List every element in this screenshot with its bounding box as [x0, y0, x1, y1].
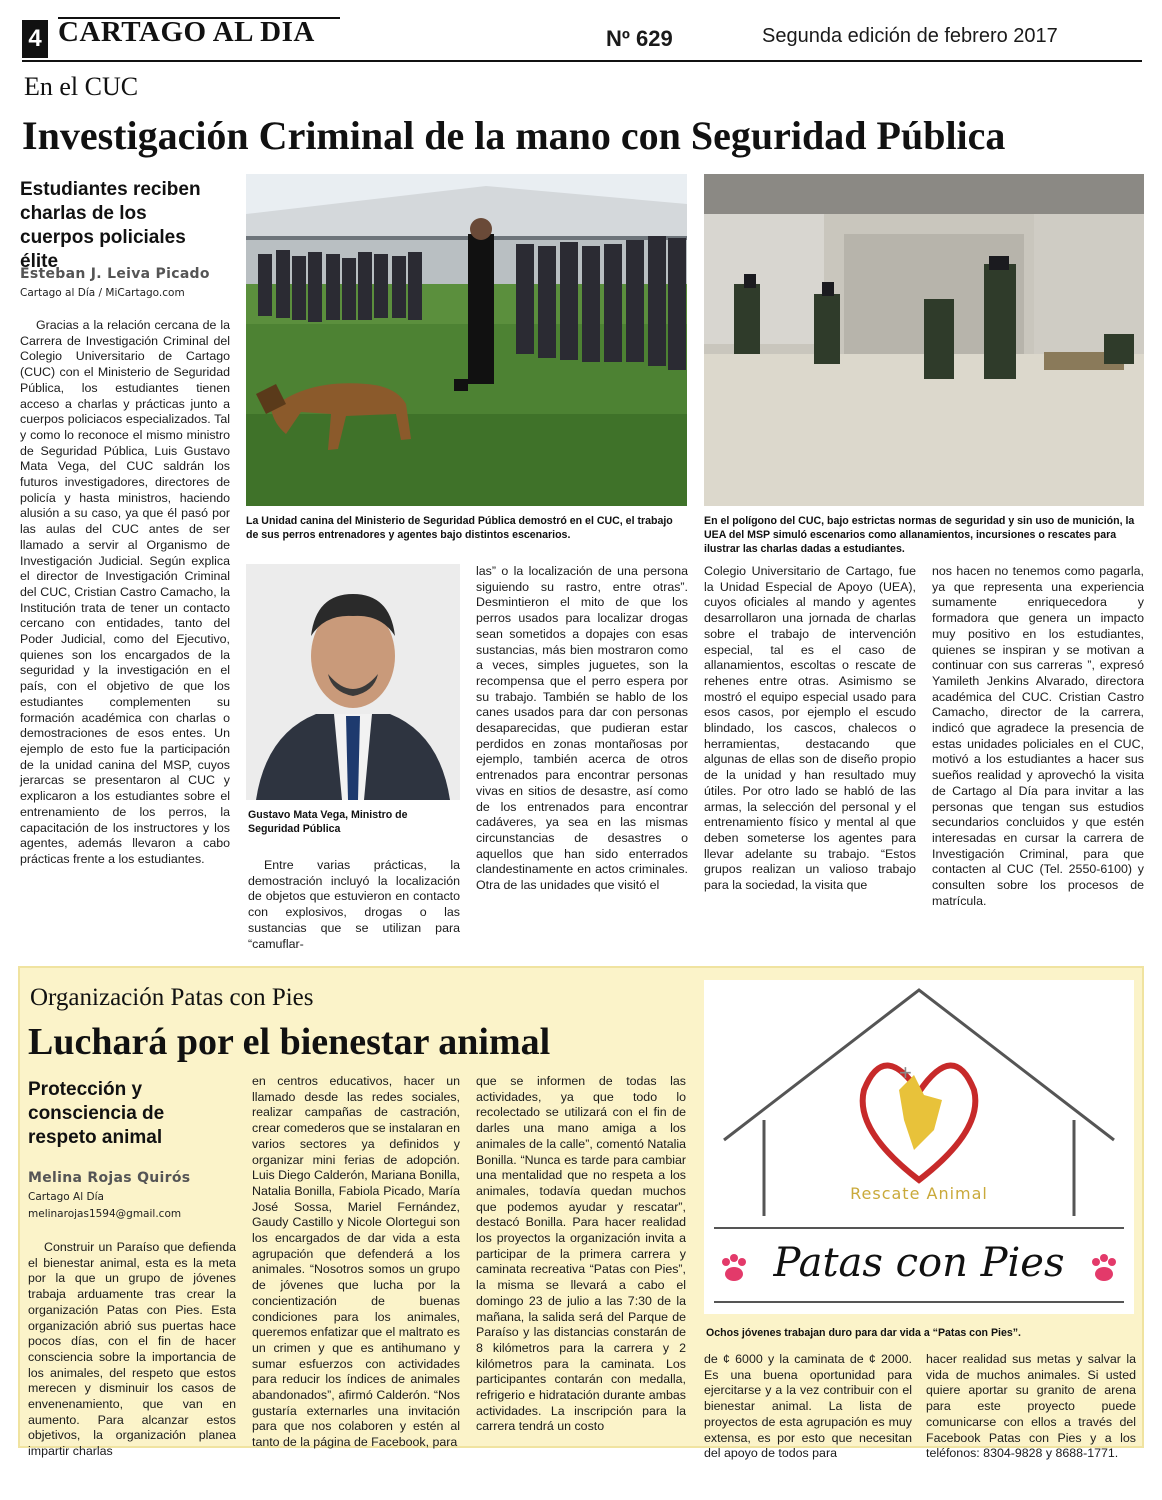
photo-uea-caption: En el polígono del CUC, bajo estrictas normas de seguridad y sin uso de munición, la UEA del MSP simuló escenarios como allanamientos, incursiones o rescates para ilustrar las charlas dadas a estudiantes.: [704, 515, 1135, 555]
photo-uea-unit: [704, 174, 1144, 506]
article2-column-3: que se informen de todas las actividades, ya que todo lo recolectado se utilizará con el fin de darles una mano amiga a los animales de la calle”, comentó Natalia Bonilla. “Nunca es tarde para cambiar una mentalidad que no respeta a los animales, todavía quedan muchos que podemos ayudar y rescatar”, destacó Bonilla. Para hacer realidad los proyectos la organización invita a participar de la primera carrera y caminata recreativa “Patas con Pies”, la misma se llevará a cabo el domingo 23 de julio a las 7:30 de la mañana, la salida será del Parque de Paraíso y las distancias constarán de 8 kilómetros para la carrera y 2 kilómetros para la caminata. Los participantes contarán con medalla, refrigerio e hidratación durante ambas actividades. La inscripción para la carrera tendrá un costo: [476, 1074, 686, 1434]
logo-name-text: Patas con Pies: [773, 1240, 1065, 1286]
logo-caption: Ochos jóvenes trabajan duro para dar vida a “Patas con Pies”.: [706, 1327, 1021, 1339]
article2-subhead: Protección y consciencia de respeto animal: [28, 1079, 165, 1148]
article1-column-5: nos hacen no tenemos como pagarla, ya que representa una experiencia sumamente enriquecedora y formadora que genera un impacto muy positivo en los estudiantes, quienes se inspiran y se motivan a continuar con sus carreras ”, expresó Yamileth Jenkins Alvarado, directora académica del CUC. Cristian Castro Camacho, director de la carrera, indicó que agradece la presencia de estas unidades policiales en el CUC, motivó a los estudiantes a hacer sus sueños realidad y aprovechó la visita de Cartago al Día para invitar a las personas que tengan sus estudios secundarios concluidos y que estén interesadas en cursar la carrera de Investigación Criminal, para que contacten al CUC (Tel. 2550-6100) y consulten sobre los procesos de matrícula.: [932, 564, 1144, 908]
portrait-caption: Gustavo Mata Vega, Ministro de Seguridad Pública: [248, 809, 408, 835]
article1-column-4: Colegio Universitario de Cartago, fue la Unidad Especial de Apoyo (UEA), cuyos oficiales al mando y agentes desarrollaron una jornada de charlas sobre el trabajo de intervención especial, tal es el caso de allanamientos, escoltas o rescate de rehenes entre otras. Asimismo se mostró el equipo especial usado para esos casos, por ejemplo el escudo blindado, los cascos, chalecos o herramientas, destacando que algunas de ellas son de diseño propio de la unidad y han resultado muy útiles. Por otro lado se habló de las armas, la selección del personal y el entrenamiento físico y mental al que deben someterse los agentes para llevar adelante su trabajo. “Estos grupos realizan un valioso trabajo para la sociedad, la visita que: [704, 564, 916, 893]
newspaper-logo: CARTAGO AL DIA: [58, 16, 315, 48]
article1-publication: Cartago al Día / MiCartago.com: [20, 287, 185, 299]
article1-column-1: Gracias a la relación cercana de la Carrera de Investigación Criminal del Colegio Universitario de Cartago (CUC) con el Ministerio de Seguridad Pública, los estudiantes tienen acceso a charlas y prácticas junto a cuerpos policiacos especializados. Tal y como lo reconoce el mismo ministro de Seguridad Pública, Luis Gustavo Mata Vega, del CUC saldrán los futuros investigadores, directores de policía y hasta ministros, haciendo alusión a su caso, ya que él pasó por las aulas del CUC antes de ser llamado a servir al Organismo de Investigación Judicial. Según explica el director de Investigación Criminal del CUC, Cristian Castro Camacho, la Institución trata de tener un contacto cercano con entidades, tanto del Poder Judicial, como del Ejecutivo, quienes son los encargados de la seguridad y la investigación en el país, con el objetivo de que los estudiantes complementen su formación académica con charlas o demostraciones de esos entes. Un ejemplo de esto fue la participación de la unidad canina del MSP, cuyos jerarcas se presentaron al CUC y explicaron a los estudiantes sobre el entrenamiento de los perros, la capacitación de los instructores y los agentes, además llevaron a cabo prácticas frente a los estudiantes.: [20, 318, 230, 866]
logo-rescate-text: Rescate Animal: [850, 1184, 988, 1203]
header-divider: [22, 60, 1142, 62]
issue-number: Nº 629: [606, 26, 673, 51]
article1-column-2: Entre varias prácticas, la demostración incluyó la localización de objetos que estuvieron en contacto con explosivos, drogas o las sustancias que se utilizan para “camuflar-: [248, 858, 460, 951]
photo-minister-portrait: [246, 564, 460, 800]
article2-column-5: hacer realidad sus metas y salvar la vida de muchos animales. Si usted quiere aportar su granito de arena para este proyecto puede comunicarse con ellos a través del Facebook Patas con Pies y a los teléfonos: 8304-9828 y 8688-1771.: [926, 1352, 1136, 1461]
article1-headline: Investigación Criminal de la mano con Seguridad Pública: [22, 113, 1006, 158]
article1-kicker: En el CUC: [24, 72, 139, 101]
photo-canine-caption: La Unidad canina del Ministerio de Seguridad Pública demostró en el CUC, el trabajo de sus perros entrenadores y agentes bajo distintos escenarios.: [246, 515, 673, 541]
article1-column-3: las” o la localización de una persona siguiendo su rastro, entre otras”. Desmintieron el mito de que los perros usados para localizar drogas sean sometidos a dopajes con esas sustancias, más bien mostraron como a veces, simples juguetes, son la recompensa que el perro espera por su trabajo. También se hablo de los canes usados para dar con personas desaparecidas, que pudieran estar perdidos en zonas montañosas por ejemplo, también acerca de otros entrenados para encontrar personas vivas en sitios de desastre, así como de los entrenados para encontrar cadáveres, ya sea en las mismas circunstancias de desastres o aquellos que han sido enterrados clandestinamente en actos criminales. Otra de las unidades que visitó el: [476, 564, 688, 893]
edition-date: Segunda edición de febrero 2017: [762, 25, 1058, 47]
article1-byline: Esteban J. Leiva Picado: [20, 266, 210, 282]
article2-column-4: de ¢ 6000 y la caminata de ¢ 2000. Es una buena oportunidad para ejercitarse y a la vez contribuir con el bienestar animal. La lista de proyectos de esta agrupación es muy extensa, es por esto que necesitan del apoyo de todos para: [704, 1352, 912, 1461]
article2-kicker: Organización Patas con Pies: [30, 984, 314, 1011]
page-number: 4: [22, 20, 48, 58]
svg-text:+: +: [899, 1060, 912, 1085]
article2-column-2: en centros educativos, hacer un llamado desde las redes sociales, realizar campañas de castración, crear comederos que se instalaran en varios sectores ya definidos y organizar mini ferias de adopción. Luis Diego Calderón, Mariana Bonilla, Natalia Bonilla, Fabiola Picado, María José Sossa, Mariel Fernández, Gaudy Castillo y Nicole Olortegui son los encargados de dar vida a esta agrupación que defenderá a los animales. “Nosotros somos un grupo de jóvenes que lucha por la concientización de buenas condiciones para los animales, queremos enfatizar que el maltrato es un crimen y que es antihumano y sumar esfuerzos con actividades para reducir los índices de animales abandonados”, afirmó Calderón. “Nos gustaría externarles una invitación para que nos colaboren y estén al tanto de la página de Facebook, para: [252, 1074, 461, 1450]
article1-subhead: Estudiantes reciben charlas de los cuerpos policiales élite: [20, 179, 201, 272]
article2-byline: Melina Rojas Quirós: [28, 1170, 191, 1186]
article2-headline: Luchará por el bienestar animal: [28, 1021, 551, 1063]
article2-column-1: Construir un Paraíso que defienda el bienestar animal, esta es la meta por la que un grupo de jóvenes trabaja arduamente tras crear la organización Patas con Pies. Esta organización abrió sus puertas hace pocos días, con el fin de hacer consciencia sobre la importancia de los animales, del respeto que estos merecen y disminuir los casos de envenenamiento, que van en aumento. Para alcanzar estos objetivos, la organización planea impartir charlas: [28, 1240, 236, 1459]
photo-canine-unit: [246, 174, 687, 506]
article2-publication: Cartago Al Día: [28, 1191, 104, 1203]
article2-email: melinarojas1594@gmail.com: [28, 1208, 182, 1220]
